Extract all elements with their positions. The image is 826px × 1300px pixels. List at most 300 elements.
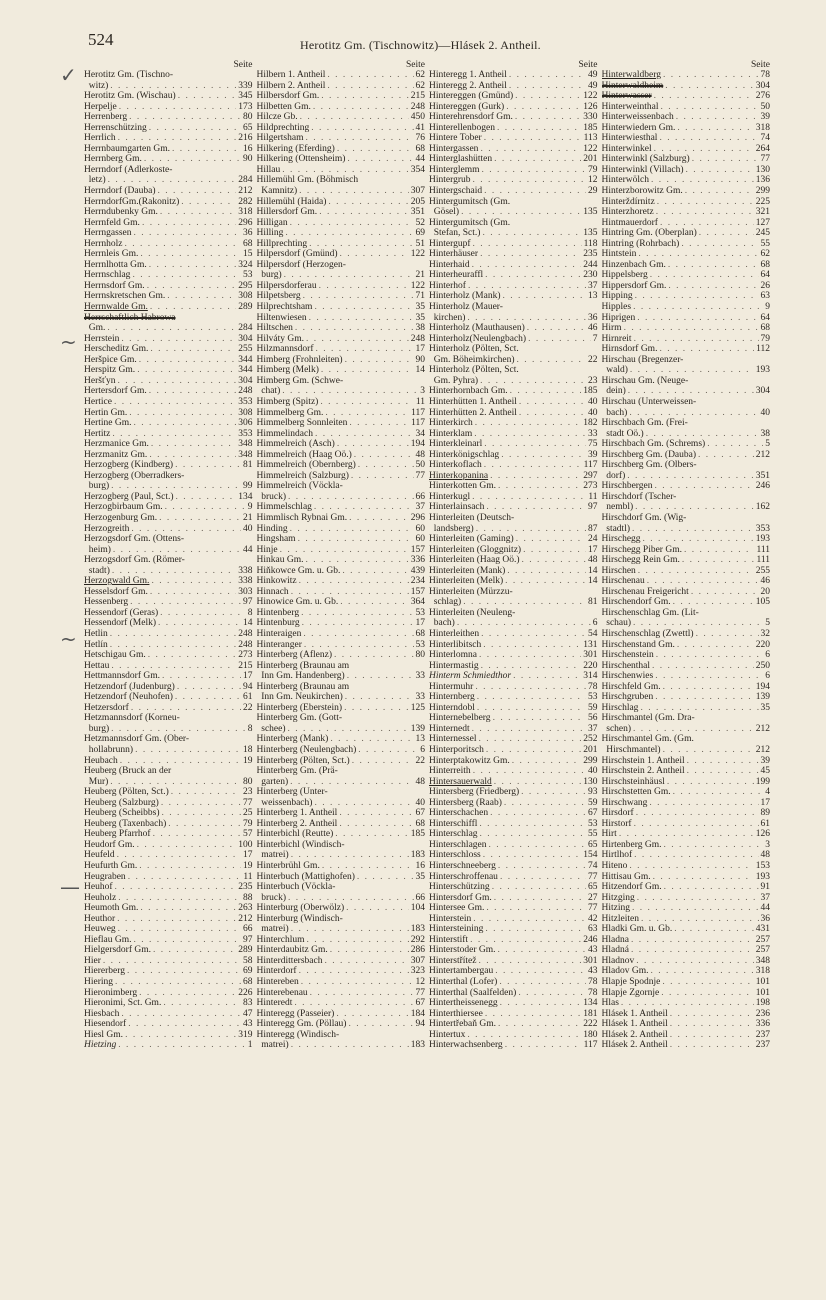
index-entry xyxy=(257,882,426,893)
index-entry xyxy=(257,70,426,81)
leader-dots xyxy=(478,376,586,387)
index-entry xyxy=(257,228,426,239)
entry-page: 183 xyxy=(410,1040,425,1051)
entry-name: Heuberg (Scheibbs) xyxy=(84,808,160,819)
entry-page: 11 xyxy=(415,396,425,407)
index-entry xyxy=(257,1009,426,1020)
entry-page: 66 xyxy=(415,892,425,903)
entry-page: 345 xyxy=(238,91,253,102)
entry-page: 212 xyxy=(755,723,770,734)
leader-dots xyxy=(288,524,414,535)
entry-page: 136 xyxy=(755,175,770,186)
index-entry xyxy=(84,576,253,587)
entry-page: 97 xyxy=(588,502,598,513)
entry-name: nembl) xyxy=(601,502,634,513)
leader-dots xyxy=(123,239,241,250)
entry-page: 53 xyxy=(415,639,425,650)
index-entry xyxy=(429,344,598,355)
entry-name: Hintereggen (Gmünd) xyxy=(429,91,514,102)
leader-dots xyxy=(519,787,586,798)
leader-dots xyxy=(661,840,763,851)
entry-name: Hinteranger xyxy=(256,639,302,650)
entry-page: 99 xyxy=(243,481,253,492)
index-entry xyxy=(602,692,771,703)
entry-name: Hinterschlagen xyxy=(429,839,487,850)
entry-page: 37 xyxy=(588,280,598,291)
index-entry xyxy=(602,671,771,682)
leader-dots xyxy=(679,239,758,250)
index-entry xyxy=(602,281,771,292)
leader-dots xyxy=(475,692,586,703)
entry-page: 33 xyxy=(415,692,425,703)
entry-name: stadtl) xyxy=(601,523,630,534)
leader-dots xyxy=(635,893,759,904)
entry-name: Hinterberg (Mank) xyxy=(256,734,329,745)
entry-name: Hinterbichl (Reutte) xyxy=(256,829,334,840)
entry-name: Hillprechting xyxy=(256,238,308,249)
index-entry xyxy=(257,956,426,967)
leader-dots xyxy=(288,777,413,788)
entry-page: 58 xyxy=(243,955,253,966)
index-entry xyxy=(84,872,253,883)
entry-name: Herzogbirbaum Gm. xyxy=(84,502,163,513)
leader-dots xyxy=(496,861,586,872)
entry-name: Hinterleiten (Gloggnitz) xyxy=(429,544,522,555)
index-entry xyxy=(257,102,426,113)
entry-name: Hirschendorf Gm. xyxy=(601,597,671,608)
leader-dots xyxy=(326,197,408,208)
leader-dots xyxy=(169,787,241,798)
index-entry xyxy=(602,777,771,788)
index-entry xyxy=(257,239,426,250)
index-entry xyxy=(602,492,771,503)
index-entry xyxy=(602,481,771,492)
leader-dots xyxy=(129,703,241,714)
entry-page: 344 xyxy=(238,354,253,365)
index-entry xyxy=(84,703,253,714)
entry-page: 9 xyxy=(247,502,253,513)
leader-dots xyxy=(132,935,242,946)
leader-dots xyxy=(311,102,409,113)
index-entry xyxy=(429,1009,598,1020)
entry-name: Herzogsdorf Gm. (Römer- xyxy=(84,555,185,566)
leader-dots xyxy=(322,956,408,967)
entry-page: 193 xyxy=(755,365,770,376)
entry-page: 78 xyxy=(588,681,598,692)
entry-name: Hettmannsdorf Gm. xyxy=(84,671,160,682)
entry-name: Heuweg xyxy=(84,924,116,935)
entry-name: kirchen) xyxy=(429,312,466,323)
entry-name: Hetlín xyxy=(84,639,108,650)
index-entry xyxy=(602,787,771,798)
entry-page: 46 xyxy=(760,576,770,587)
index-entry xyxy=(602,850,771,861)
leader-dots xyxy=(634,808,759,819)
leader-dots xyxy=(176,91,237,102)
index-entry xyxy=(602,218,771,229)
entry-name: Hinterzhoretz xyxy=(601,207,654,218)
entry-name: Hetzmannsdorf (Korneu- xyxy=(84,713,180,724)
entry-page: 43 xyxy=(243,1019,253,1030)
leader-dots xyxy=(301,629,413,640)
entry-page: 180 xyxy=(583,1029,598,1040)
index-entry xyxy=(429,175,598,186)
entry-name: Hinterheuraffl xyxy=(429,270,484,281)
entry-name: Hlásek 1. Antheil xyxy=(601,1008,668,1019)
entry-page: 139 xyxy=(755,692,770,703)
entry-name: Herzogberg (Paul, Sct.) xyxy=(84,491,174,502)
entry-name: Hilcze Gb. xyxy=(256,112,298,123)
index-entry xyxy=(429,576,598,587)
index-entry xyxy=(84,524,253,535)
leader-dots xyxy=(490,882,586,893)
index-entry xyxy=(602,945,771,956)
index-entry xyxy=(602,745,771,756)
index-entry xyxy=(602,893,771,904)
index-entry xyxy=(429,945,598,956)
index-entry xyxy=(257,766,426,777)
entry-name: Hintenburg xyxy=(256,618,300,629)
index-entry xyxy=(602,239,771,250)
entry-name: hollabrunn) xyxy=(84,745,134,755)
entry-name: burg) xyxy=(84,481,110,492)
entry-name: HerrndorfGm.(Rakonitz) xyxy=(84,196,180,207)
entry-page: 263 xyxy=(238,903,253,914)
leader-dots xyxy=(151,829,241,840)
index-entry xyxy=(257,850,426,861)
leader-dots xyxy=(481,850,582,861)
index-entry xyxy=(429,977,598,988)
entry-name: Hinterholz(Neulengbach) xyxy=(429,333,527,344)
index-entry xyxy=(84,555,253,566)
entry-page: 22 xyxy=(415,755,425,766)
entry-page: 37 xyxy=(588,723,598,734)
entry-page: 193 xyxy=(755,871,770,882)
entry-name: Herscheditz Gm. xyxy=(84,344,149,355)
entry-name: Hinterkotten Gm. xyxy=(429,481,497,492)
entry-name: Hirschbach Gm. (Frei- xyxy=(601,418,688,429)
entry-page: 6 xyxy=(420,745,425,755)
entry-page: 40 xyxy=(588,766,598,777)
entry-name: Herzogenburg Gm. xyxy=(84,512,158,523)
entry-page: 181 xyxy=(583,1008,598,1019)
index-entry xyxy=(602,903,771,914)
leader-dots xyxy=(350,756,414,767)
index-entry xyxy=(429,713,598,724)
index-entry xyxy=(84,397,253,408)
index-entry xyxy=(257,249,426,260)
entry-page: 6 xyxy=(765,671,770,682)
entry-name: Hilbetten Gm. xyxy=(256,101,311,112)
index-entry xyxy=(602,355,771,366)
leader-dots xyxy=(289,924,409,935)
entry-page: 183 xyxy=(410,924,425,935)
entry-page: 81 xyxy=(243,460,253,471)
index-entry xyxy=(84,935,253,946)
entry-name: chat) xyxy=(256,386,281,397)
leader-dots xyxy=(629,945,754,956)
index-entry xyxy=(84,608,253,619)
entry-page: 77 xyxy=(588,871,598,882)
leader-dots xyxy=(328,734,413,745)
leader-dots xyxy=(671,787,764,798)
index-entry xyxy=(257,397,426,408)
entry-page: 118 xyxy=(583,238,598,249)
entry-page: 67 xyxy=(415,808,425,819)
entry-page: 246 xyxy=(755,481,770,492)
leader-dots xyxy=(631,724,754,735)
index-entry xyxy=(84,650,253,661)
leader-dots xyxy=(147,450,236,461)
index-entry xyxy=(84,618,253,629)
entry-page: 100 xyxy=(238,839,253,850)
index-entry xyxy=(84,545,253,556)
leader-dots xyxy=(455,618,591,629)
entry-name: Hinterellenbogen xyxy=(429,122,495,133)
leader-dots xyxy=(135,365,236,376)
entry-name: Hilpetsberg xyxy=(256,291,301,302)
index-entry xyxy=(429,91,598,102)
entry-page: 117 xyxy=(583,460,598,471)
leader-dots xyxy=(149,576,236,587)
entry-page: 101 xyxy=(755,977,770,988)
entry-name: Hirschmantel Gm. (Gm. xyxy=(601,734,694,745)
leader-dots xyxy=(163,502,246,513)
entry-page: 226 xyxy=(238,987,253,998)
index-entry xyxy=(257,840,426,851)
leader-dots xyxy=(301,291,414,302)
index-entry xyxy=(429,313,598,324)
index-entry xyxy=(257,302,426,313)
entry-name: Herrnbaumgarten Gm. xyxy=(84,143,170,154)
index-entry xyxy=(429,703,598,714)
leader-dots xyxy=(484,745,581,756)
entry-name: Heuberg (Salzburg) xyxy=(84,797,159,808)
index-entry xyxy=(602,661,771,672)
index-entry xyxy=(429,966,598,977)
entry-page: 173 xyxy=(238,101,253,112)
entry-name: Hintergassen xyxy=(429,143,479,154)
leader-dots xyxy=(286,492,413,503)
entry-name: Herzmanice Gm. xyxy=(84,439,149,450)
leader-dots xyxy=(659,988,753,999)
entry-name: Hiltenwiesen xyxy=(256,312,307,323)
index-entry xyxy=(84,270,253,281)
leader-dots xyxy=(517,408,586,419)
entry-name: Hilpersdorf (Gmünd) xyxy=(256,249,338,260)
entry-page: 212 xyxy=(755,745,770,755)
entry-page: 185 xyxy=(583,386,598,397)
entry-page: 273 xyxy=(583,481,598,492)
index-entry xyxy=(429,956,598,967)
entry-page: 37 xyxy=(760,892,770,903)
index-entry xyxy=(84,766,253,777)
index-entry xyxy=(602,249,771,260)
leader-dots xyxy=(459,207,581,218)
index-entry xyxy=(84,756,253,767)
entry-page: 68 xyxy=(760,259,770,270)
entry-name: Hintersberg (Raab) xyxy=(429,797,502,808)
entry-page: 43 xyxy=(588,945,598,956)
index-entry xyxy=(429,935,598,946)
entry-page: 111 xyxy=(756,544,770,555)
index-entry xyxy=(602,81,771,92)
entry-name: Hintring (Rohrbach) xyxy=(601,238,680,249)
index-entry xyxy=(84,175,253,186)
entry-page: 194 xyxy=(755,681,770,692)
index-entry xyxy=(602,534,771,545)
leader-dots xyxy=(101,956,241,967)
index-entry xyxy=(602,766,771,777)
entry-page: 89 xyxy=(760,808,770,819)
entry-name: Himmelreich (Obernberg) xyxy=(256,460,356,471)
entry-name: Hirm xyxy=(601,323,622,334)
entry-name: Hinterstein xyxy=(429,913,472,924)
leader-dots xyxy=(108,640,237,651)
entry-name: Heugraben xyxy=(84,871,126,882)
index-entry xyxy=(602,376,771,387)
running-head: Herotitz Gm. (Tischnowitz)—Hlásek 2. Antheil. xyxy=(300,38,541,52)
leader-dots xyxy=(142,154,241,165)
entry-page: 80 xyxy=(243,776,253,787)
index-entry xyxy=(84,492,253,503)
entry-name: Herrnschlag xyxy=(84,270,131,281)
leader-dots xyxy=(493,966,586,977)
leader-dots xyxy=(658,102,758,113)
entry-page: 32 xyxy=(760,628,770,639)
entry-name: Hetzendorf (Judenburg) xyxy=(84,681,175,692)
entry-page: 18 xyxy=(243,745,253,755)
entry-page: 68 xyxy=(415,818,425,829)
entry-name: bruck) xyxy=(256,491,287,502)
leader-dots xyxy=(289,1040,409,1051)
leader-dots xyxy=(346,1019,413,1030)
index-entry xyxy=(602,175,771,186)
entry-name: Hirnsdorf Gm. xyxy=(601,344,658,355)
leader-dots xyxy=(639,914,759,925)
entry-name: Hinterschloss xyxy=(429,850,481,861)
index-entry xyxy=(84,882,253,893)
entry-page: 67 xyxy=(415,998,425,1009)
index-entry xyxy=(84,281,253,292)
entry-name: Hinterhütten 2. Antheil xyxy=(429,407,517,418)
index-entry xyxy=(602,91,771,102)
entry-name: Hinterhütten 1. Antheil xyxy=(429,396,517,407)
leader-dots xyxy=(113,882,237,893)
entry-name: Hirschegg xyxy=(601,534,641,545)
index-entry xyxy=(84,70,253,81)
leader-dots xyxy=(355,872,414,883)
index-entry xyxy=(84,745,253,756)
entry-name: Herrstein xyxy=(84,333,120,344)
index-entry xyxy=(429,228,598,239)
entry-name: Hetschigau Gm. xyxy=(84,650,146,661)
leader-dots xyxy=(309,123,413,134)
entry-name: Hertice xyxy=(84,396,112,407)
entry-page: 16 xyxy=(415,861,425,872)
leader-dots xyxy=(335,144,414,155)
entry-name: Hinterlomna xyxy=(429,650,478,661)
index-entry xyxy=(429,671,598,682)
entry-page: 61 xyxy=(243,692,253,703)
index-entry xyxy=(429,534,598,545)
entry-name: Hintmauerdorf xyxy=(601,217,658,228)
index-entry xyxy=(84,893,253,904)
index-entry xyxy=(429,608,598,619)
entry-page: 199 xyxy=(755,776,770,787)
entry-name: schau) xyxy=(601,618,632,629)
leader-dots xyxy=(471,766,586,777)
index-entry xyxy=(84,154,253,165)
index-entry xyxy=(84,207,253,218)
index-column-1 xyxy=(84,60,253,1270)
index-entry xyxy=(257,386,426,397)
leader-dots xyxy=(119,1009,241,1020)
entry-page: 299 xyxy=(755,186,770,197)
index-entry xyxy=(84,439,253,450)
leader-dots xyxy=(117,102,237,113)
entry-name: Himmelreich (Asch) xyxy=(256,439,335,450)
entry-name: burg) xyxy=(256,270,282,281)
leader-dots xyxy=(508,386,582,397)
entry-page: 308 xyxy=(238,291,253,302)
index-entry xyxy=(429,882,598,893)
entry-name: Hippersdorf Gm. xyxy=(601,280,667,291)
entry-page: 48 xyxy=(760,850,770,861)
index-entry xyxy=(602,988,771,999)
leader-dots xyxy=(119,334,236,345)
entry-name: Hippelsberg xyxy=(601,270,648,281)
entry-page: 78 xyxy=(588,987,598,998)
entry-name: Hladná xyxy=(601,945,629,956)
entry-name: Hinterbrühl Gm. xyxy=(256,861,320,872)
entry-name: Inn Gm. Handenberg) xyxy=(256,671,345,682)
index-entry xyxy=(602,587,771,598)
leader-dots xyxy=(472,429,586,440)
entry-page: 29 xyxy=(588,186,598,197)
index-entry xyxy=(429,154,598,165)
index-entry xyxy=(429,629,598,640)
index-entry xyxy=(257,1040,426,1051)
leader-dots xyxy=(619,998,754,1009)
index-entry xyxy=(429,450,598,461)
index-entry xyxy=(429,249,598,260)
entry-name: Hinteregg 2. Antheil xyxy=(429,80,507,91)
entry-name: Hirschstein 2. Antheil xyxy=(601,766,685,777)
index-entry xyxy=(602,924,771,935)
entry-page: 273 xyxy=(238,650,253,661)
index-entry xyxy=(429,1040,598,1051)
index-entry xyxy=(257,798,426,809)
index-entry xyxy=(602,112,771,123)
entry-page: 90 xyxy=(243,154,253,165)
index-entry xyxy=(429,819,598,830)
leader-dots xyxy=(338,597,408,608)
entry-page: 157 xyxy=(410,544,425,555)
leader-dots xyxy=(149,439,236,450)
leader-dots xyxy=(510,756,582,767)
entry-page: 37 xyxy=(415,502,425,513)
entry-page: 54 xyxy=(588,628,598,639)
entry-name: Herrnsdorf Gm. xyxy=(84,280,145,291)
entry-name: Hitzleiten xyxy=(601,913,639,924)
entry-page: 14 xyxy=(588,565,598,576)
index-entry xyxy=(602,302,771,313)
leader-dots xyxy=(483,924,586,935)
entry-name: Heuberg (Taxenbach) xyxy=(84,818,167,829)
entry-name: Hinterreith xyxy=(429,766,471,777)
index-entry xyxy=(84,966,253,977)
